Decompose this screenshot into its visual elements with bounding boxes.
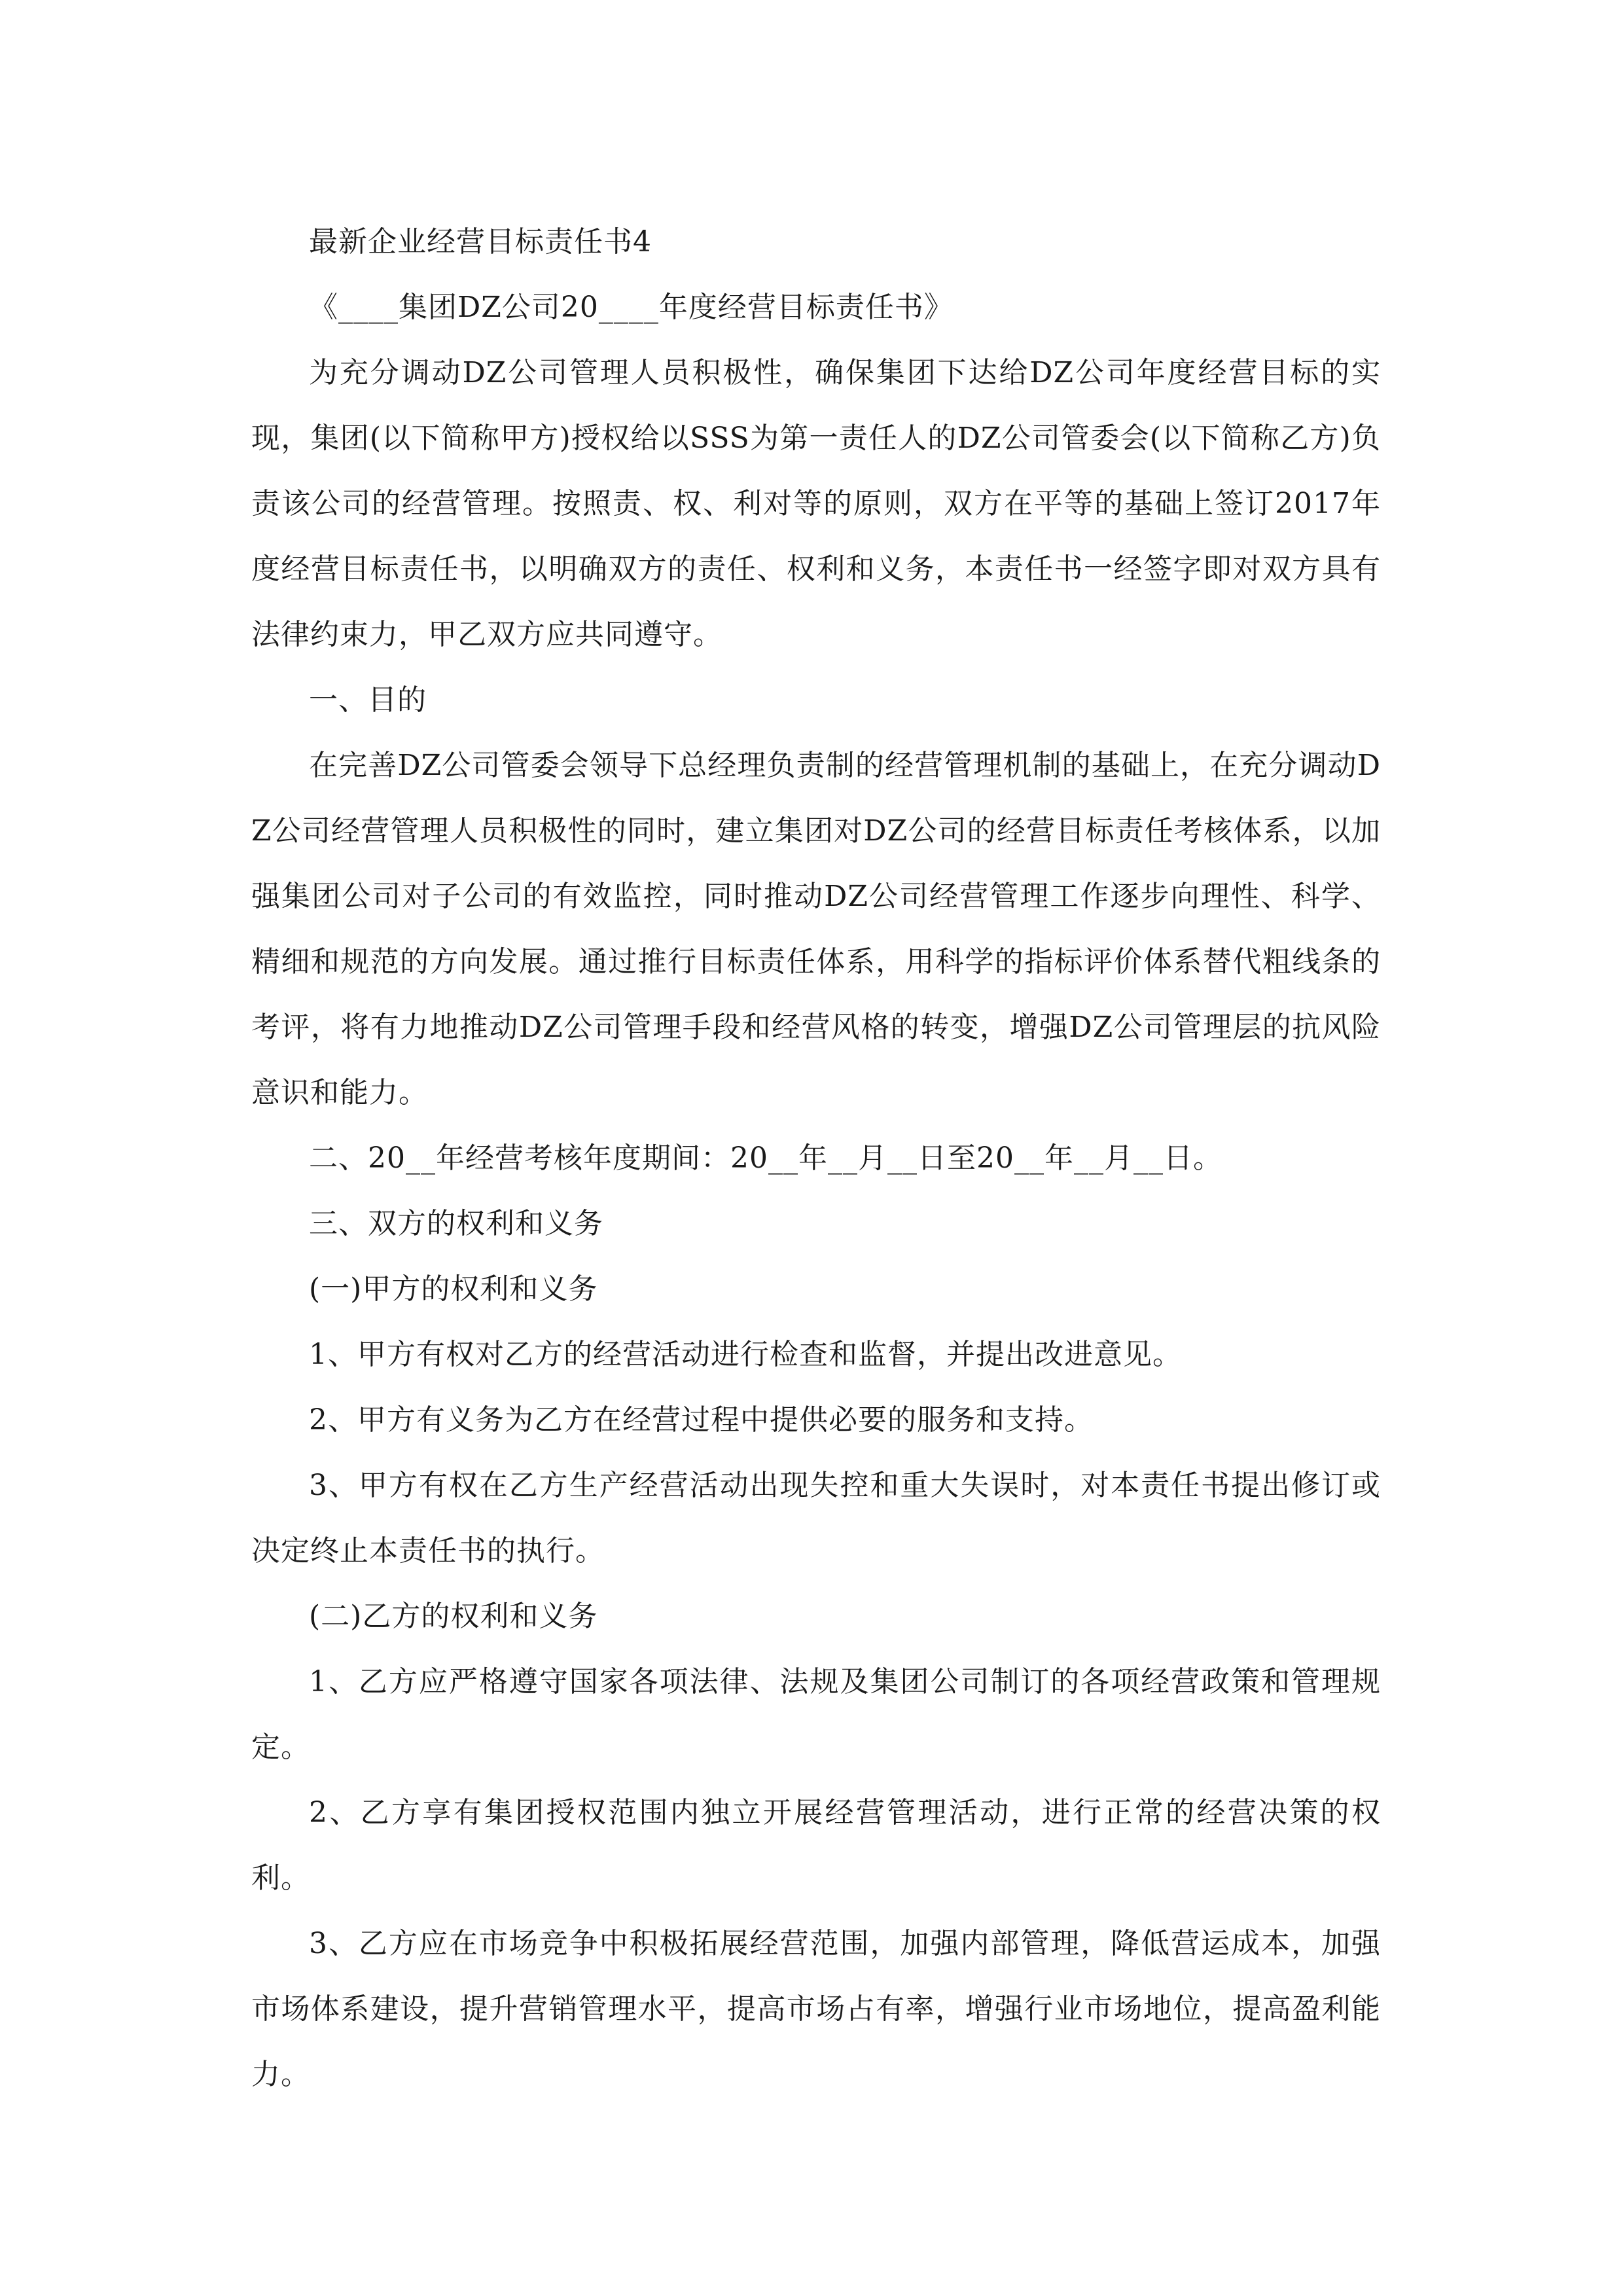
clause-party-a-3: 3、甲方有权在乙方生产经营活动出现失控和重大失误时，对本责任书提出修订或决定终止本责任书的执行。 [251, 1469, 1381, 1568]
section-heading-rights: 三、双方的权利和义务 [309, 1207, 603, 1240]
section-heading-period: 二、20__年经营考核年度期间：20__年__月__日至20__年__月__日。 [309, 1141, 1222, 1175]
clause-party-b-2: 2、乙方享有集团授权范围内独立开展经营管理活动，进行正常的经营决策的权利。 [251, 1796, 1381, 1895]
document-heading: 最新企业经营目标责任书4 [309, 225, 652, 259]
clause-party-b-1: 1、乙方应严格遵守国家各项法律、法规及集团公司制订的各项经营政策和管理规定。 [251, 1665, 1381, 1764]
subsection-heading-party-b: (二)乙方的权利和义务 [309, 1600, 598, 1633]
paragraph-intro: 为充分调动DZ公司管理人员积极性，确保集团下达给DZ公司年度经营目标的实现，集团(以下简称甲方)授权给以SSS为第一责任人的DZ公司管委会(以下简称乙方)负责该公司的经营管理。按照责、权、利对等的原则，双方在平等的基础上签订2017年度经营目标责任书，以明确双方的责任、权利和义务，本责任书一经签字即对双方具有法律约束力，甲乙双方应共同遵守。 [251, 356, 1381, 651]
clause-party-b-3: 3、乙方应在市场竞争中积极拓展经营范围，加强内部管理，降低营运成本，加强市场体系建设，提升营销管理水平，提高市场占有率，增强行业市场地位，提高盈利能力。 [251, 1927, 1381, 2091]
section-heading-purpose: 一、目的 [309, 683, 427, 717]
clause-party-a-1: 1、甲方有权对乙方的经营活动进行检查和监督，并提出改进意见。 [309, 1338, 1182, 1371]
clause-party-a-2: 2、甲方有义务为乙方在经营过程中提供必要的服务和支持。 [309, 1403, 1094, 1437]
subsection-heading-party-a: (一)甲方的权利和义务 [309, 1272, 598, 1306]
paragraph-purpose: 在完善DZ公司管委会领导下总经理负责制的经营管理机制的基础上，在充分调动DZ公司经营管理人员积极性的同时，建立集团对DZ公司的经营目标责任考核体系，以加强集团公司对子公司的有效监控，同时推动DZ公司经营管理工作逐步向理性、科学、精细和规范的方向发展。通过推行目标责任体系，用科学的指标评价体系替代粗线条的考评，将有力地推动DZ公司管理手段和经营风格的转变，增强DZ公司管理层的抗风险意识和能力。 [251, 749, 1381, 1109]
document-title: 《____集团DZ公司20____年度经营目标责任书》 [309, 291, 954, 324]
